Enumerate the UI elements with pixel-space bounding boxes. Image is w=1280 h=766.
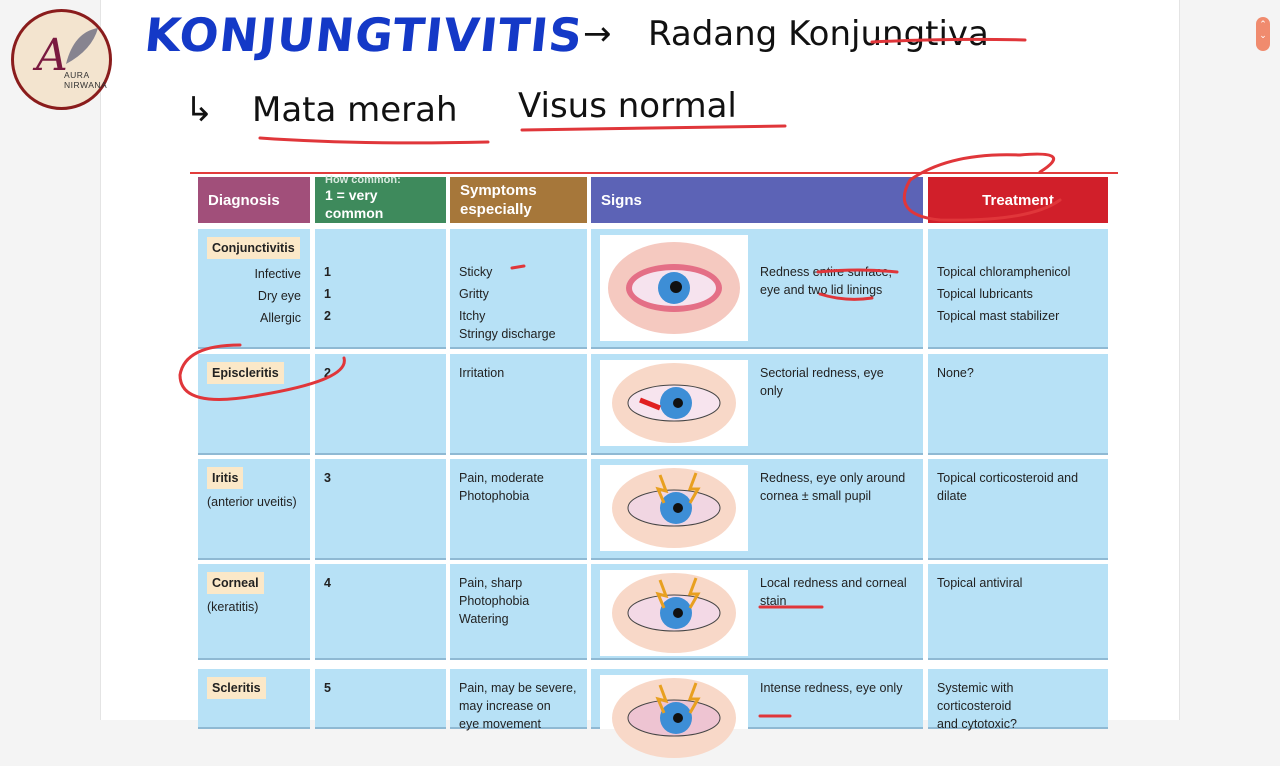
symptom: Watering (459, 612, 509, 626)
treatment: Topical corticosteroid and dilate (937, 471, 1079, 503)
treatment-cell (928, 669, 1108, 729)
point-visus-normal: Visus normal (518, 86, 737, 126)
header-common-scale: 1 = very common (325, 187, 384, 221)
eye-illustration (600, 360, 748, 446)
symptoms-cell (450, 459, 587, 560)
treatment: Topical lubricants (937, 287, 1033, 301)
signs-text: Redness entire surface, eye and two lid linings (760, 265, 893, 297)
header-signs: Signs (591, 177, 923, 223)
common-value: 3 (324, 471, 331, 485)
symptom: may increase on (459, 699, 551, 713)
table-row-diagnosis (198, 459, 310, 560)
common-cell (315, 459, 446, 560)
common-cell (315, 564, 446, 660)
definition-text: Radang Konjungtiva (648, 14, 989, 54)
header-treatment: Treatment (928, 177, 1108, 223)
symptom: Pain, moderate (459, 471, 544, 485)
signs-cell (591, 564, 923, 660)
diagnosis-label: Iritis (207, 467, 243, 489)
signs-text: Intense redness, eye only (760, 681, 903, 695)
sub-arrow: ↳ (185, 90, 214, 130)
symptom: Pain, may be severe, (459, 681, 577, 695)
header-common (315, 174, 446, 223)
logo-text: AURA NIRWANA (64, 70, 108, 90)
signs-text: Sectorial redness, eye only (760, 366, 884, 398)
treatment: Topical chloramphenicol (937, 265, 1071, 279)
signs-cell (591, 354, 923, 455)
common-value: 2 (324, 366, 331, 380)
common-cell (315, 669, 446, 729)
common-value: 4 (324, 576, 331, 590)
symptom: Gritty (459, 287, 489, 301)
eye-illustration (600, 465, 748, 551)
table-row-diagnosis (198, 354, 310, 455)
diagnosis-label: Episcleritis (207, 362, 284, 384)
symptom: Photophobia (459, 594, 530, 608)
subtype: Dry eye (257, 289, 301, 303)
treatment: Topical mast stabilizer (937, 309, 1060, 323)
common-value: 1 (324, 265, 331, 279)
common-cell (315, 354, 446, 455)
channel-logo (11, 9, 112, 110)
symptoms-cell (450, 229, 587, 349)
symptom: Itchy (459, 309, 486, 323)
eye-illustration (600, 235, 748, 341)
arrow-text: → (583, 14, 612, 54)
common-value: 2 (324, 309, 331, 323)
eye-diagnosis-table (190, 172, 1118, 731)
diagnosis-label: Conjunctivitis (207, 237, 300, 259)
signs-cell (591, 669, 923, 729)
treatment: corticosteroid (937, 699, 1012, 713)
chevron-down-icon[interactable]: ⌄ (1259, 30, 1267, 40)
treatment: Systemic with (937, 681, 1014, 695)
note-title: KONJUNGTIVITIS (142, 8, 586, 62)
symptom: Pain, sharp (459, 576, 523, 590)
diagnosis-label: Corneal (207, 572, 264, 594)
common-value: 5 (324, 681, 331, 695)
eye-illustration (600, 675, 748, 729)
treatment-cell (928, 229, 1108, 349)
treatment: Topical antiviral (937, 576, 1023, 590)
table-row-conjunctivitis-diagnosis (198, 229, 310, 349)
table-row-diagnosis (198, 669, 310, 729)
header-common-title: How common: (325, 174, 401, 186)
symptom: Photophobia (459, 489, 530, 503)
symptom: Sticky (459, 265, 493, 279)
point-mata-merah: Mata merah (252, 90, 458, 130)
table-row-diagnosis (198, 564, 310, 660)
subtype: Infective (254, 267, 301, 281)
symptom: Irritation (459, 366, 505, 380)
diagnosis-subtitle: (keratitis) (207, 600, 259, 614)
treatment-cell (928, 564, 1108, 660)
subtype: Allergic (260, 311, 301, 325)
common-cell (315, 229, 446, 349)
eye-illustration (600, 570, 748, 656)
feather-icon (62, 24, 102, 68)
chevron-up-icon[interactable]: ⌃ (1259, 19, 1267, 29)
signs-text: Local redness and corneal stain (760, 576, 907, 608)
signs-cell (591, 459, 923, 560)
treatment-cell (928, 459, 1108, 560)
diagnosis-subtitle: (anterior uveitis) (207, 495, 297, 509)
symptom: eye movement (459, 717, 541, 731)
header-symptoms: Symptoms especially (450, 177, 587, 223)
treatment: and cytotoxic? (937, 717, 1017, 731)
signs-cell (591, 229, 923, 349)
symptoms-cell (450, 354, 587, 455)
logo-letter: A (36, 30, 68, 81)
symptoms-cell (450, 669, 587, 729)
treatment-cell (928, 354, 1108, 455)
scroll-page-control[interactable] (1256, 17, 1270, 51)
symptom: Stringy discharge (459, 327, 556, 341)
symptoms-cell (450, 564, 587, 660)
diagnosis-label: Scleritis (207, 677, 266, 699)
common-value: 1 (324, 287, 331, 301)
treatment: None? (937, 366, 974, 380)
header-diagnosis: Diagnosis (198, 177, 310, 223)
signs-text: Redness, eye only around cornea ± small pupil (760, 471, 906, 503)
